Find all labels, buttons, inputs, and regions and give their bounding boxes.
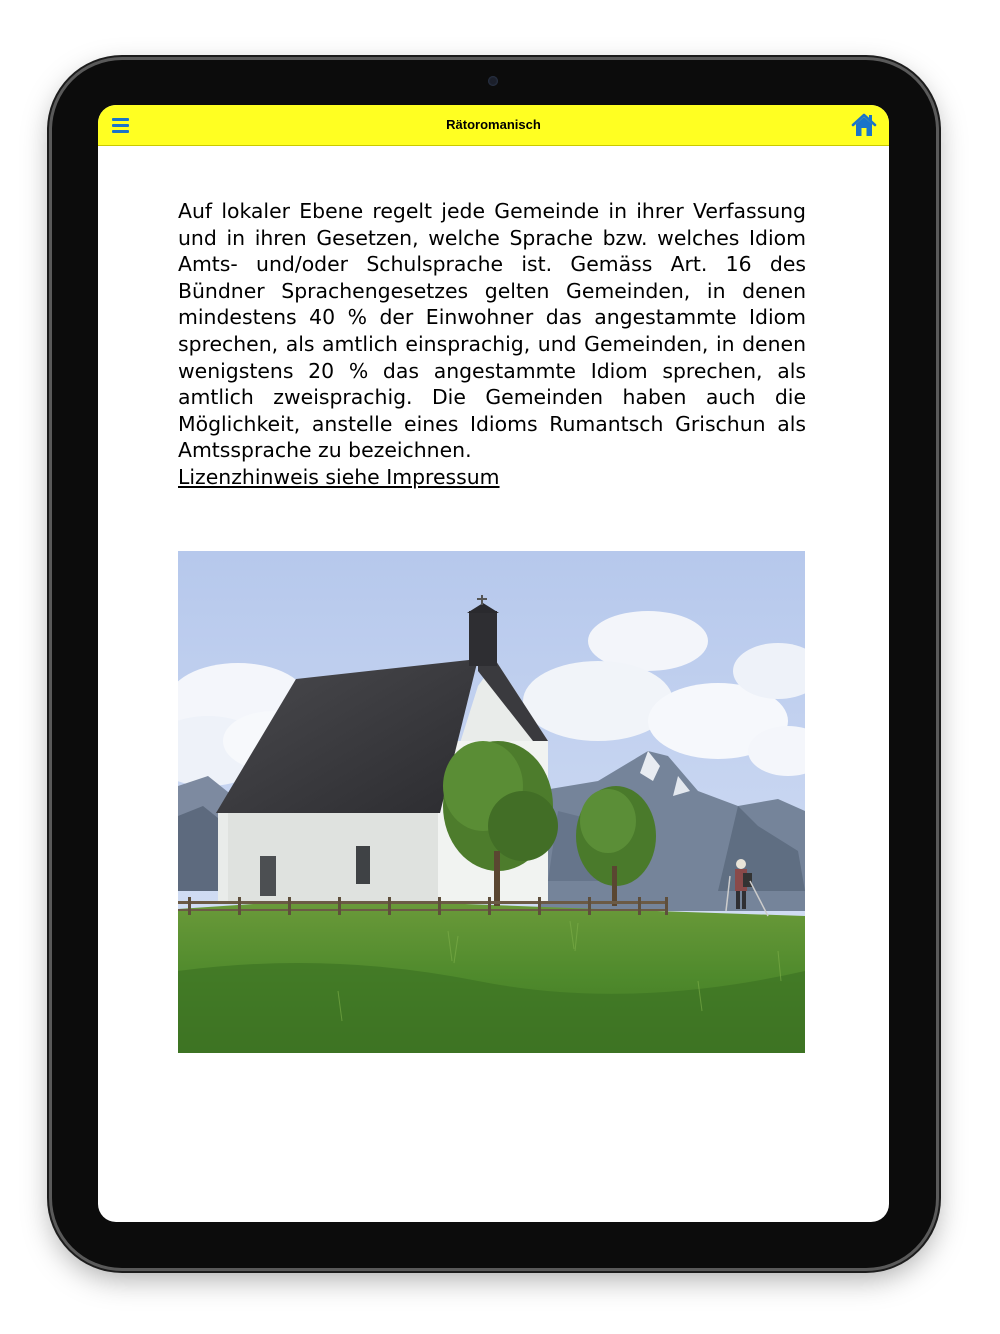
article-content: [178, 198, 806, 491]
home-icon[interactable]: [851, 112, 877, 138]
article-paragraph: Auf lokaler Ebene regelt jede Gemeinde in ihrer Verfassung und in ihren Gesetzen, welche Sprache bzw. welches Idiom Amts- und/oder Schulsprache ist. Gemäss Art. 16 des Bündner Sprachengesetzes gelten Gemeinden, in denen mindestens 40 % der Einwohner das angestammte Idiom sprechen, als amtlich einsprachig, und Gemeinden, in denen wenigstens 20 % das angestammte Idiom sprechen, als amtlich zweisprachig. Die Gemeinden haben auch die Möglichkeit, anstelle eines Idioms Rumantsch Grischun als Amtssprache zu bezeichnen.: [178, 199, 806, 463]
chapel-photo: [178, 551, 805, 1053]
license-link[interactable]: Lizenzhinweis siehe Impressum: [178, 464, 500, 489]
front-camera: [488, 76, 498, 86]
page-title: Rätoromanisch: [446, 117, 541, 132]
navigation-bar: [98, 105, 889, 146]
app-screen: [98, 105, 889, 1222]
chapel-photo-illustration: [178, 551, 805, 1053]
